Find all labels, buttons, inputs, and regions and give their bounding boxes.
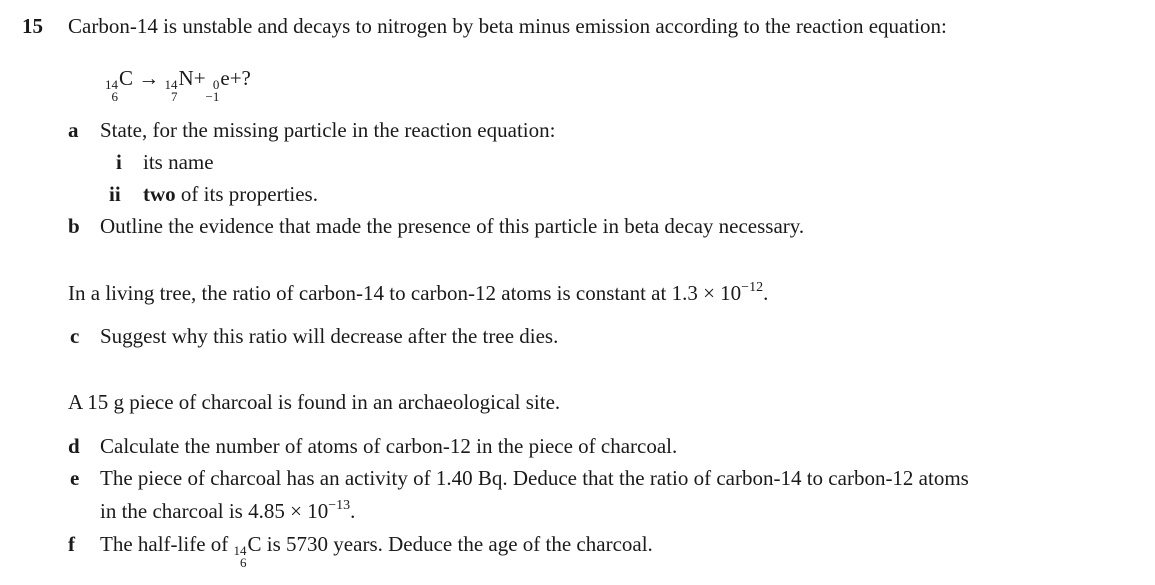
ratio-exponent: −12 bbox=[741, 280, 764, 295]
part-f-label: f bbox=[68, 532, 75, 556]
unknown-particle: ? bbox=[241, 66, 251, 90]
plus-sign: + bbox=[193, 66, 206, 90]
part-a-ii-label: ii bbox=[109, 182, 121, 206]
part-d-label: d bbox=[68, 434, 80, 458]
part-e-exponent: −13 bbox=[328, 498, 351, 513]
part-b-text: Outline the evidence that made the presence of this particle in beta decay necessary. bbox=[100, 214, 805, 238]
carbon-isotope-numbers: 14 6 bbox=[233, 543, 247, 570]
part-a-text: State, for the missing particle in the reaction equation: bbox=[100, 118, 556, 142]
part-a-i-label: i bbox=[116, 150, 122, 174]
reaction-equation bbox=[105, 66, 251, 103]
carbon-isotope-numbers: 14 6 bbox=[105, 77, 118, 104]
carbon-symbol: C bbox=[119, 66, 134, 90]
plus-sign: + bbox=[229, 66, 242, 90]
part-a-label: a bbox=[68, 118, 79, 142]
part-c-text: Suggest why this ratio will decrease after the tree dies. bbox=[100, 324, 559, 348]
emphasis-two: two bbox=[143, 182, 176, 206]
question-intro: Carbon-14 is unstable and decays to nitrogen by beta minus emission according to the reaction equation: bbox=[68, 14, 947, 38]
reaction-arrow: → bbox=[138, 66, 160, 90]
part-b-label: b bbox=[68, 214, 80, 238]
part-d-text: Calculate the number of atoms of carbon-12 in the piece of charcoal. bbox=[100, 434, 678, 458]
part-a-ii-text: two of its properties. bbox=[143, 182, 318, 206]
nitrogen-isotope-numbers: 14 7 bbox=[164, 77, 178, 104]
charcoal-statement: A 15 g piece of charcoal is found in an archaeological site. bbox=[68, 390, 561, 414]
nitrogen-symbol: N bbox=[178, 66, 194, 90]
part-e-label: e bbox=[70, 466, 80, 490]
part-e-line2: in the charcoal is $4.85 \times 10^{-13}$. bbox=[100, 498, 356, 523]
electron-symbol: e bbox=[220, 66, 230, 90]
part-a-i-text: its name bbox=[143, 150, 214, 174]
carbon-symbol: C bbox=[247, 532, 262, 556]
part-e-line1: The piece of charcoal has an activity of 1.40 Bq. Deduce that the ratio of carbon-14 to carbon-12 atoms bbox=[100, 466, 969, 490]
ratio-statement: In a living tree, the ratio of carbon-14 to carbon-12 atoms is constant at $1.3 \times 10^{-12}$. bbox=[68, 280, 769, 305]
part-f-text: The half-life of 14 6 C is 5730 years. Deduce the age of the charcoal. bbox=[100, 532, 653, 570]
electron-numbers: 0 −1 bbox=[205, 77, 220, 104]
part-c-label: c bbox=[70, 324, 80, 348]
question-number: 15 bbox=[22, 14, 43, 38]
